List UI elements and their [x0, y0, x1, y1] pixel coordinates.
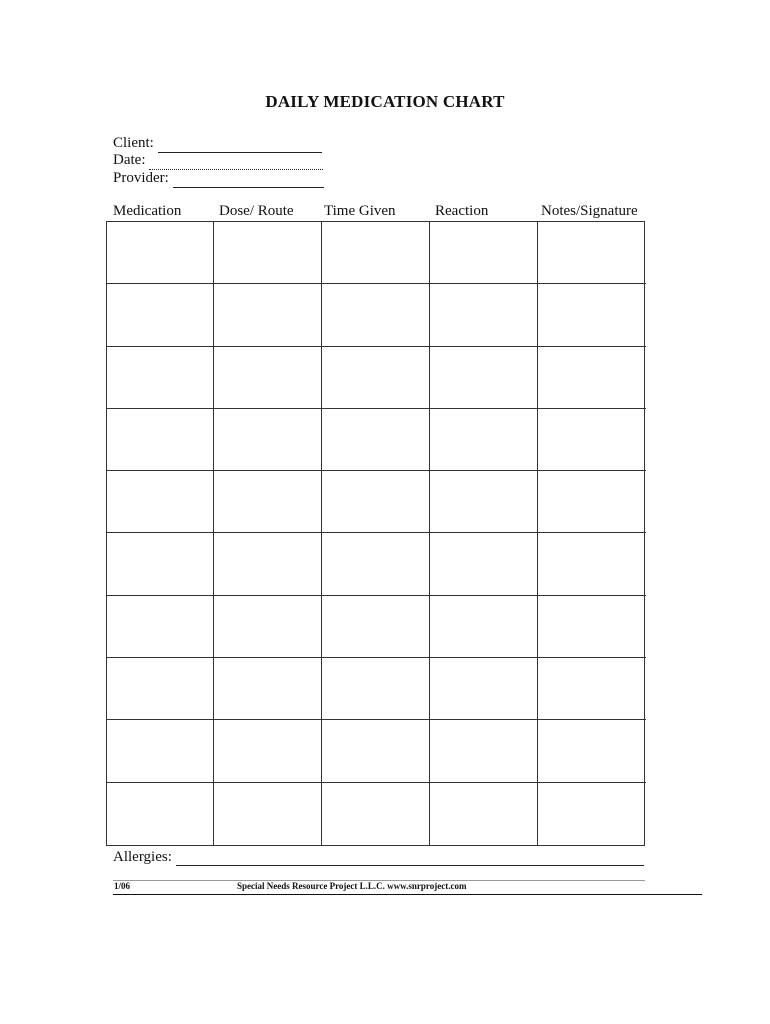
table-cell[interactable]	[214, 596, 322, 658]
table-cell[interactable]	[538, 347, 646, 409]
table-cell[interactable]	[322, 471, 430, 533]
table-cell[interactable]	[107, 471, 214, 533]
table-cell[interactable]	[107, 409, 214, 471]
client-label: Client:	[113, 135, 154, 151]
table-cell[interactable]	[107, 596, 214, 658]
table-cell[interactable]	[322, 783, 430, 845]
table-cell[interactable]	[538, 284, 646, 346]
table-cell[interactable]	[214, 783, 322, 845]
table-cell[interactable]	[430, 720, 538, 782]
table-cell[interactable]	[430, 596, 538, 658]
table-cell[interactable]	[430, 533, 538, 595]
column-header-time-given: Time Given	[324, 203, 396, 219]
table-cell[interactable]	[107, 284, 214, 346]
footer-organization: Special Needs Resource Project L.L.C. www.snrproject.com	[237, 881, 467, 891]
column-header-dose-route: Dose/ Route	[219, 203, 294, 219]
table-cell[interactable]	[322, 658, 430, 720]
medication-table	[106, 221, 645, 846]
provider-field	[113, 168, 324, 188]
table-cell[interactable]	[322, 409, 430, 471]
table-cell[interactable]	[322, 533, 430, 595]
table-cell[interactable]	[214, 471, 322, 533]
table-cell[interactable]	[214, 533, 322, 595]
column-header-reaction: Reaction	[435, 203, 489, 219]
table-cell[interactable]	[538, 409, 646, 471]
date-field	[113, 150, 323, 170]
allergies-input-line[interactable]	[176, 851, 644, 866]
table-cell[interactable]	[214, 347, 322, 409]
table-cell[interactable]	[430, 783, 538, 845]
table-cell[interactable]	[214, 720, 322, 782]
column-header-medication: Medication	[113, 203, 182, 219]
table-cell[interactable]	[538, 596, 646, 658]
table-cell[interactable]	[430, 658, 538, 720]
provider-input-line[interactable]	[173, 173, 324, 188]
allergies-label: Allergies:	[113, 849, 172, 865]
date-label: Date:	[113, 152, 146, 168]
footer-revision: 1/06	[114, 881, 131, 891]
table-cell[interactable]	[322, 596, 430, 658]
table-cell[interactable]	[538, 533, 646, 595]
table-cell[interactable]	[214, 409, 322, 471]
table-cell[interactable]	[538, 658, 646, 720]
table-cell[interactable]	[107, 347, 214, 409]
table-cell[interactable]	[107, 222, 214, 284]
table-cell[interactable]	[538, 222, 646, 284]
footer-rule	[113, 894, 702, 895]
page-title: DAILY MEDICATION CHART	[265, 92, 505, 111]
table-cell[interactable]	[214, 222, 322, 284]
table-cell[interactable]	[107, 783, 214, 845]
table-cell[interactable]	[214, 284, 322, 346]
provider-label: Provider:	[113, 170, 169, 186]
table-cell[interactable]	[430, 409, 538, 471]
table-cell[interactable]	[538, 783, 646, 845]
table-cell[interactable]	[322, 347, 430, 409]
table-cell[interactable]	[430, 347, 538, 409]
table-cell[interactable]	[107, 533, 214, 595]
table-cell[interactable]	[107, 720, 214, 782]
table-cell[interactable]	[538, 471, 646, 533]
table-cell[interactable]	[214, 658, 322, 720]
table-cell[interactable]	[430, 222, 538, 284]
table-cell[interactable]	[430, 471, 538, 533]
table-cell[interactable]	[107, 658, 214, 720]
table-cell[interactable]	[322, 720, 430, 782]
table-cell[interactable]	[322, 222, 430, 284]
allergies-field	[113, 846, 644, 866]
table-cell[interactable]	[430, 284, 538, 346]
column-header-notes-signature: Notes/Signature	[541, 203, 638, 219]
table-cell[interactable]	[538, 720, 646, 782]
table-cell[interactable]	[322, 284, 430, 346]
